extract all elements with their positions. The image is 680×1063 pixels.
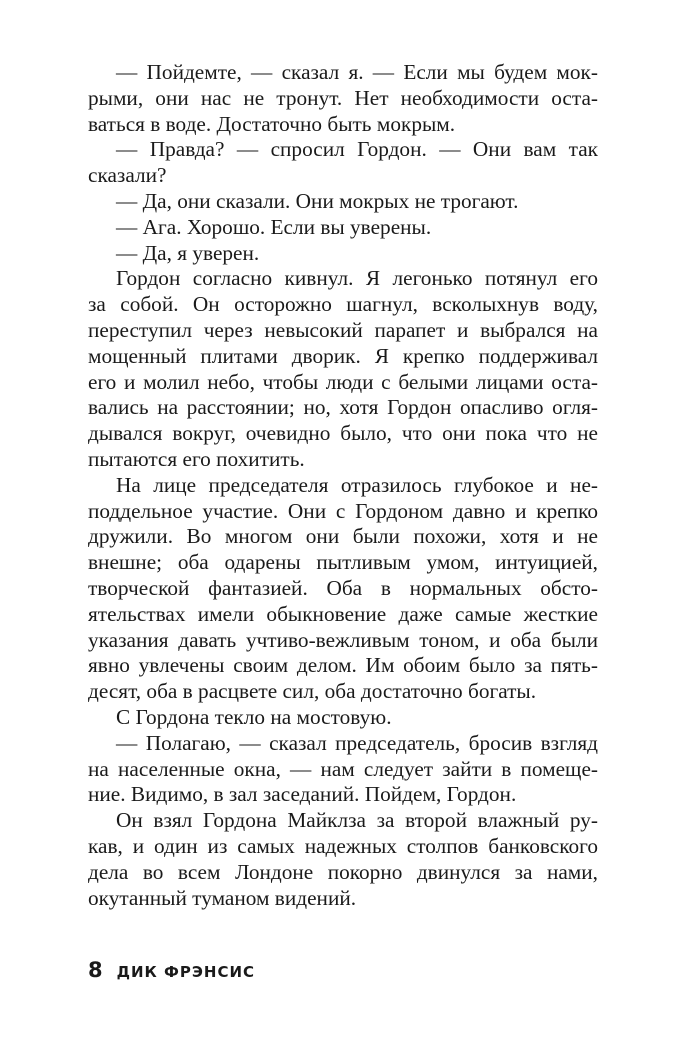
text-line: дружили. Во многом они были похожи, хотя и не (88, 524, 598, 549)
text-line: десят, оба в расцвете сил, оба достаточно богаты. (88, 679, 537, 704)
text-line: — Да, они сказали. Они мокрых не трогают. (116, 188, 519, 213)
text-line: явно увлечены своим делом. Им обоим было за пять- (88, 653, 598, 678)
running-author: ДИК ФРЭНСИС (116, 963, 256, 981)
text-line: ваться в воде. Достаточно быть мокрым. (88, 111, 456, 136)
text-line: поддельное участие. Они с Гордоном давно и крепко (88, 498, 598, 523)
text-line: Он взял Гордона Майклза за второй влажный ру- (116, 808, 598, 833)
text-line: на населенные окна, — нам следует зайти в помеще- (88, 756, 598, 781)
text-line: мощенный плитами дворик. Я крепко поддерживал (88, 343, 598, 368)
page-footer (88, 958, 255, 982)
text-line: ятельствах имели обыкновение даже самые жесткие (88, 601, 598, 626)
text-line: вались на расстоянии; но, хотя Гордон опасливо огля- (88, 395, 598, 420)
text-line: рыми, они нас не тронут. Нет необходимости оста- (88, 85, 598, 110)
text-line: за собой. Он осторожно шагнул, всколыхнув воду, (88, 292, 598, 317)
text-line: окутанный туманом видений. (88, 885, 357, 910)
text-line: пытаются его похитить. (88, 446, 305, 471)
text-line: На лице председателя отразилось глубокое и не- (116, 472, 598, 497)
text-line: дывался вокруг, очевидно было, что они пока что не (88, 421, 598, 446)
text-line: С Гордона текло на мостовую. (116, 704, 392, 729)
text-line: переступил через невысокий парапет и выбрался на (88, 317, 598, 342)
text-line: Гордон согласно кивнул. Я легонько потянул его (116, 266, 598, 291)
text-line: дела во всем Лондоне покорно двинулся за нами, (88, 859, 598, 884)
page-number: 8 (88, 958, 103, 982)
text-line: — Полагаю, — сказал председатель, бросив взгляд (116, 730, 598, 755)
text-line: его и молил небо, чтобы люди с белыми лицами оста- (88, 369, 598, 394)
text-line: кав, и один из самых надежных столпов банковского (88, 833, 598, 858)
text-line: сказали? (88, 163, 167, 188)
text-line: — Да, я уверен. (116, 240, 260, 265)
text-line: указания давать учтиво-вежливым тоном, и оба были (88, 627, 598, 652)
text-line: ние. Видимо, в зал заседаний. Пойдем, Гордон. (88, 782, 517, 807)
text-line: — Ага. Хорошо. Если вы уверены. (116, 214, 432, 239)
text-line: внешне; оба одарены пытливым умом, интуицией, (88, 550, 598, 575)
text-line: — Правда? — спросил Гордон. — Они вам так (116, 137, 598, 162)
text-line: — Пойдемте, — сказал я. — Если мы будем мок- (116, 60, 598, 84)
book-page-text (88, 60, 598, 911)
text-line: творческой фантазией. Оба в нормальных обсто- (88, 575, 598, 600)
